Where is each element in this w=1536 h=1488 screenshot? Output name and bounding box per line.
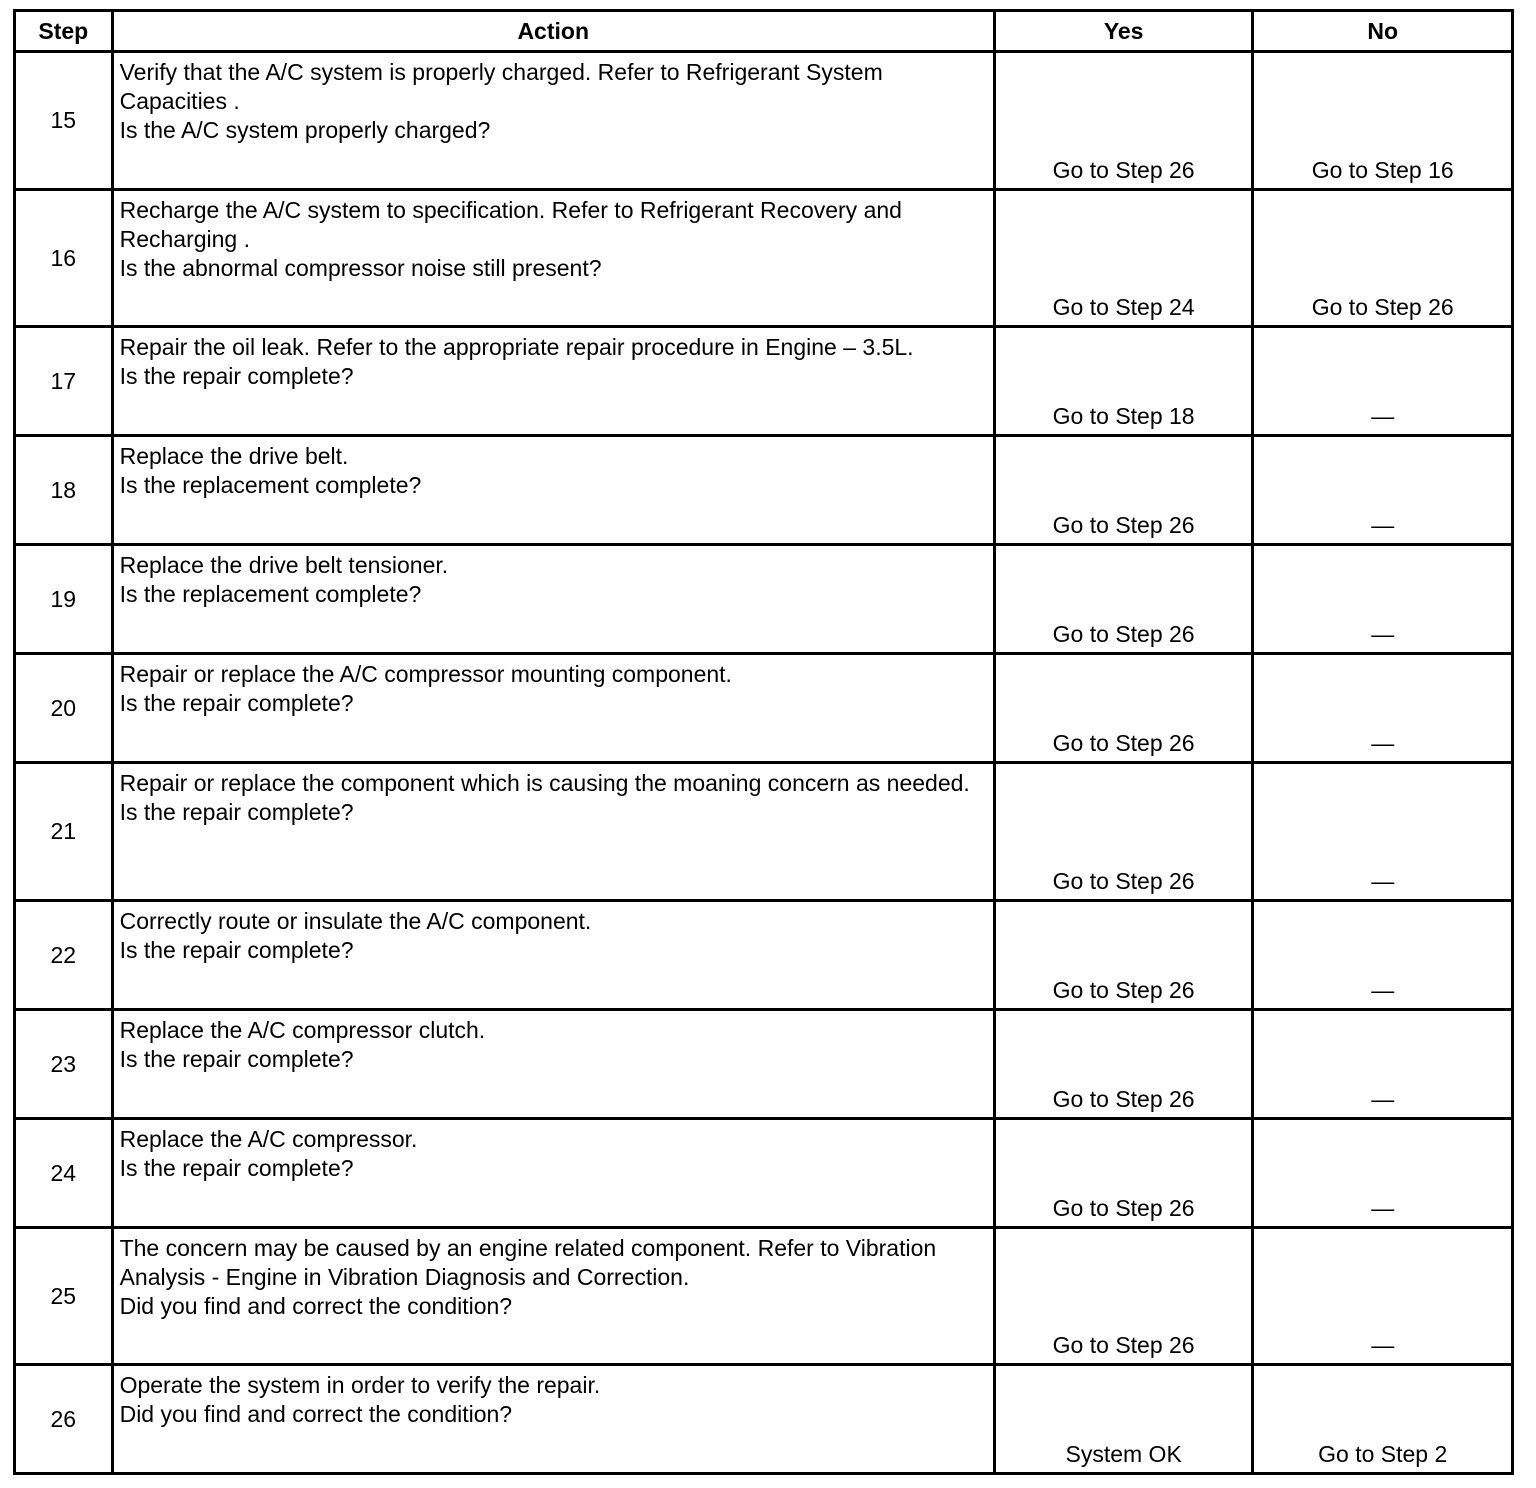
- step-number: 22: [15, 901, 113, 1010]
- header-no: No: [1253, 11, 1513, 52]
- no-result: —: [1253, 327, 1513, 436]
- action-cell: [112, 1010, 994, 1119]
- action-text: The concern may be caused by an engine related component. Refer to Vibration Analysis - Engine in Vibration Diagnosis and Correction.: [119, 1235, 937, 1290]
- step-number: 20: [15, 654, 113, 763]
- action-text: Correctly route or insulate the A/C component.: [119, 908, 592, 934]
- yes-result: Go to Step 26: [994, 1119, 1253, 1228]
- action-cell: [112, 1365, 994, 1474]
- action-cell: [112, 901, 994, 1010]
- no-result: —: [1253, 436, 1513, 545]
- action-cell: [112, 436, 994, 545]
- yes-result: Go to Step 26: [994, 654, 1253, 763]
- table-row: [15, 190, 1513, 327]
- table-row: [15, 1365, 1513, 1474]
- action-question: Is the repair complete?: [119, 690, 354, 716]
- action-question: Is the A/C system properly charged?: [119, 117, 491, 143]
- action-question: Is the abnormal compressor noise still present?: [119, 255, 602, 281]
- action-text: Replace the drive belt tensioner.: [119, 552, 449, 578]
- action-question: Is the repair complete?: [119, 1155, 354, 1181]
- action-cell: [112, 1119, 994, 1228]
- action-text: Repair or replace the component which is causing the moaning concern as needed.: [119, 770, 970, 796]
- no-result: Go to Step 2: [1253, 1365, 1513, 1474]
- yes-result: Go to Step 26: [994, 436, 1253, 545]
- no-result: —: [1253, 1010, 1513, 1119]
- action-text: Replace the A/C compressor clutch.: [119, 1017, 486, 1043]
- yes-result: Go to Step 24: [994, 190, 1253, 327]
- step-number: 16: [15, 190, 113, 327]
- action-text: Operate the system in order to verify the repair.: [119, 1372, 601, 1398]
- no-result: —: [1253, 654, 1513, 763]
- step-number: 24: [15, 1119, 113, 1228]
- action-question: Is the repair complete?: [119, 1046, 354, 1072]
- no-result: —: [1253, 545, 1513, 654]
- table-row: [15, 901, 1513, 1010]
- action-text: Replace the drive belt.: [119, 443, 349, 469]
- table-row: [15, 1228, 1513, 1365]
- action-question: Is the repair complete?: [119, 799, 354, 825]
- no-result: —: [1253, 1119, 1513, 1228]
- step-number: 19: [15, 545, 113, 654]
- no-result: —: [1253, 901, 1513, 1010]
- header-step: Step: [15, 11, 113, 52]
- step-number: 15: [15, 52, 113, 190]
- action-cell: [112, 190, 994, 327]
- diagnostic-table: [13, 9, 1514, 1475]
- action-question: Is the replacement complete?: [119, 581, 422, 607]
- action-cell: [112, 1228, 994, 1365]
- table-row: [15, 327, 1513, 436]
- header-yes: Yes: [994, 11, 1253, 52]
- step-number: 21: [15, 763, 113, 901]
- step-number: 18: [15, 436, 113, 545]
- action-text: Repair or replace the A/C compressor mounting component.: [119, 661, 732, 687]
- table-row: [15, 763, 1513, 901]
- yes-result: Go to Step 26: [994, 1010, 1253, 1119]
- table-row: [15, 654, 1513, 763]
- action-question: Is the replacement complete?: [119, 472, 422, 498]
- header-row: [15, 11, 1513, 52]
- action-text: Verify that the A/C system is properly charged. Refer to Refrigerant System Capacities .: [119, 59, 883, 114]
- action-cell: [112, 654, 994, 763]
- step-number: 17: [15, 327, 113, 436]
- action-cell: [112, 327, 994, 436]
- no-result: —: [1253, 763, 1513, 901]
- action-question: Is the repair complete?: [119, 363, 354, 389]
- no-result: Go to Step 26: [1253, 190, 1513, 327]
- action-cell: [112, 763, 994, 901]
- table-row: [15, 545, 1513, 654]
- table-row: [15, 52, 1513, 190]
- action-text: Recharge the A/C system to specification. Refer to Refrigerant Recovery and Recharging .: [119, 197, 902, 252]
- yes-result: Go to Step 26: [994, 1228, 1253, 1365]
- yes-result: Go to Step 26: [994, 52, 1253, 190]
- step-number: 26: [15, 1365, 113, 1474]
- step-number: 23: [15, 1010, 113, 1119]
- yes-result: Go to Step 26: [994, 763, 1253, 901]
- yes-result: Go to Step 26: [994, 901, 1253, 1010]
- header-action: Action: [112, 11, 994, 52]
- no-result: Go to Step 16: [1253, 52, 1513, 190]
- yes-result: Go to Step 18: [994, 327, 1253, 436]
- action-question: Did you find and correct the condition?: [119, 1293, 513, 1319]
- table-row: [15, 436, 1513, 545]
- action-question: Is the repair complete?: [119, 937, 354, 963]
- no-result: —: [1253, 1228, 1513, 1365]
- yes-result: System OK: [994, 1365, 1253, 1474]
- action-cell: [112, 545, 994, 654]
- table-row: [15, 1119, 1513, 1228]
- table-row: [15, 1010, 1513, 1119]
- action-text: Repair the oil leak. Refer to the appropriate repair procedure in Engine – 3.5L.: [119, 334, 914, 360]
- action-cell: [112, 52, 994, 190]
- step-number: 25: [15, 1228, 113, 1365]
- action-text: Replace the A/C compressor.: [119, 1126, 418, 1152]
- action-question: Did you find and correct the condition?: [119, 1401, 513, 1427]
- yes-result: Go to Step 26: [994, 545, 1253, 654]
